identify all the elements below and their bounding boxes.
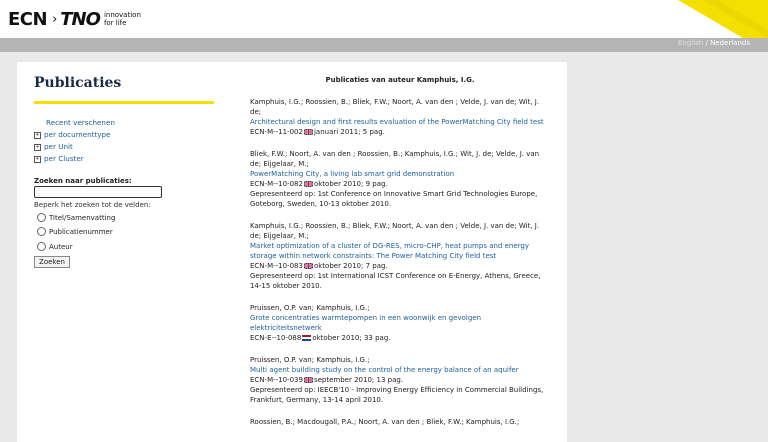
publications-heading: Publicaties van auteur Kamphuis, I.G.	[325, 76, 475, 84]
nl-flag-icon	[302, 335, 311, 341]
radio-title-summary[interactable]	[37, 213, 115, 222]
publication-presented: Gepresenteerd op: 1st Conference on Innovative Smart Grid Technologies Europe, Goteborg, Sweden, 10-13 oktober 2010.	[250, 190, 538, 208]
radio-circle-icon[interactable]	[37, 213, 46, 222]
language-separator: /	[705, 39, 708, 47]
publication-meta	[250, 127, 550, 137]
radio-author[interactable]	[37, 242, 73, 251]
expand-plus-icon[interactable]: +	[35, 155, 40, 162]
publication-date-pages: oktober 2010; 33 pag.	[312, 334, 391, 342]
publication-item	[250, 303, 550, 343]
publication-date-pages: september 2010; 13 pag.	[313, 376, 404, 384]
publication-date-pages: oktober 2010; 9 pag.	[313, 180, 388, 188]
publication-authors: Bliek, F.W.; Noort, A. van den ; Roossien, B.; Kamphuis, I.G.; Wit, J. de; Velde, J. van de; Eijgelaar, M.;	[250, 150, 540, 168]
search-button[interactable]: Zoeken	[34, 256, 70, 268]
site-header	[0, 0, 768, 38]
language-english-link[interactable]: English	[677, 39, 704, 47]
publication-item	[250, 97, 550, 137]
publications-container	[250, 97, 550, 427]
publication-authors: Kamphuis, I.G.; Roossien, B.; Bliek, F.W.; Noort, A. van den ; Velde, J. van de; Wit, J. de;	[250, 98, 540, 116]
uk-flag-icon	[304, 377, 313, 383]
publication-authors: Kamphuis, I.G.; Roossien, B.; Bliek, F.W.; Noort, A. van den ; Velde, J. van de; Wit, J. de; Eijgelaar, M.;	[250, 222, 540, 240]
radio-label: Titel/Samenvatting	[49, 213, 116, 222]
publication-presented: Gepresenteerd op: 1st International ICST Conference on E-Energy, Athens, Greece, 14-15 oktober 2010.	[250, 272, 541, 290]
publication-date-pages: oktober 2010; 7 pag.	[313, 262, 388, 270]
language-bar	[0, 38, 768, 52]
search-input[interactable]	[34, 186, 162, 198]
uk-flag-icon	[304, 129, 313, 135]
publication-authors: Pruissen, O.P. van; Kamphuis, I.G.;	[250, 304, 370, 312]
sidebar-item-label: per documenttype	[44, 130, 111, 139]
publication-title-link[interactable]: PowerMatching City, a living lab smart grid demonstration	[250, 170, 455, 178]
logo-tno: TNO	[60, 8, 100, 30]
publication-title-link[interactable]: Market optimization of a cluster of DG-RES, micro-CHP, heat pumps and energy storage within network constraints: The Power Matching City field test	[250, 242, 529, 260]
publication-number: ECN-M--11-002	[250, 128, 303, 136]
publication-authors: Pruissen, O.P. van; Kamphuis, I.G.;	[250, 356, 370, 364]
sidebar-item-cluster[interactable]	[34, 153, 224, 165]
publication-number: ECN-M--10-083	[250, 262, 303, 270]
publication-presented: Gepresenteerd op: IEECB'10 - Improving Energy Efficiency in Commercial Buildings, Frankfurt, Germany, 13-14 april 2010.	[250, 386, 544, 404]
radio-label: Publicatienummer	[49, 227, 113, 236]
sidebar-item-recent[interactable]: Recent verschenen	[46, 118, 115, 127]
uk-flag-icon	[304, 181, 313, 187]
logo-ecn: ECN	[8, 8, 48, 30]
publication-meta	[250, 261, 550, 271]
publication-date-pages: januari 2011; 5 pag.	[313, 128, 385, 136]
sidebar-item-label: per Unit	[44, 142, 73, 151]
publication-title-link[interactable]: Grote concentraties warmtepompen in een woonwijk en gevolgen elektriciteitsnetwerk	[250, 314, 482, 332]
sidebar-item-documenttype[interactable]	[34, 129, 224, 141]
sidebar-menu	[34, 117, 224, 165]
publication-meta	[250, 375, 550, 385]
publication-item	[250, 221, 550, 291]
radio-circle-icon[interactable]	[37, 227, 46, 236]
language-dutch-link[interactable]: Nederlands	[710, 39, 750, 47]
publication-item	[250, 355, 550, 405]
language-switcher	[678, 39, 750, 47]
main-panel	[17, 62, 567, 442]
yellow-swoosh-decoration	[648, 0, 768, 38]
sidebar-item-unit[interactable]	[34, 141, 224, 153]
logo-tagline-line-2: for life	[103, 19, 127, 27]
radio-label: Auteur	[49, 242, 73, 251]
radio-publication-number[interactable]	[37, 227, 113, 236]
ecn-tno-logo[interactable]	[8, 8, 148, 30]
publication-item	[250, 417, 550, 427]
logo-tagline-line-1: innovation	[103, 11, 141, 19]
publication-number: ECN-E--10-088	[250, 334, 302, 342]
radio-circle-icon[interactable]	[37, 242, 46, 251]
publication-authors: Roossien, B.; Macdougall, P.A.; Noort, A. van den ; Bliek, F.W.; Kamphuis, I.G.;	[250, 418, 520, 426]
expand-plus-icon[interactable]: +	[35, 143, 40, 150]
title-underline	[34, 101, 214, 104]
publication-meta	[250, 179, 550, 189]
logo-tagline	[104, 11, 148, 27]
page-title: Publicaties	[34, 75, 122, 91]
publication-title-link[interactable]: Architectural design and first results evaluation of the PowerMatching City field test	[250, 118, 544, 126]
publication-meta	[250, 333, 550, 343]
restrict-fields-label: Beperk het zoeken tot de velden:	[34, 201, 151, 209]
publication-number: ECN-M--10-039	[250, 376, 303, 384]
publication-number: ECN-M--10-082	[250, 180, 303, 188]
search-label: Zoeken naar publicaties:	[34, 177, 132, 185]
publication-item	[250, 149, 550, 209]
publication-list	[250, 76, 550, 439]
sidebar-item-label: per Cluster	[44, 154, 84, 163]
logo-separator-icon: ›	[52, 11, 58, 27]
expand-plus-icon[interactable]: +	[35, 131, 40, 138]
uk-flag-icon	[304, 263, 313, 269]
publication-title-link[interactable]: Multi agent building study on the control of the energy balance of an aquifer	[250, 366, 519, 374]
